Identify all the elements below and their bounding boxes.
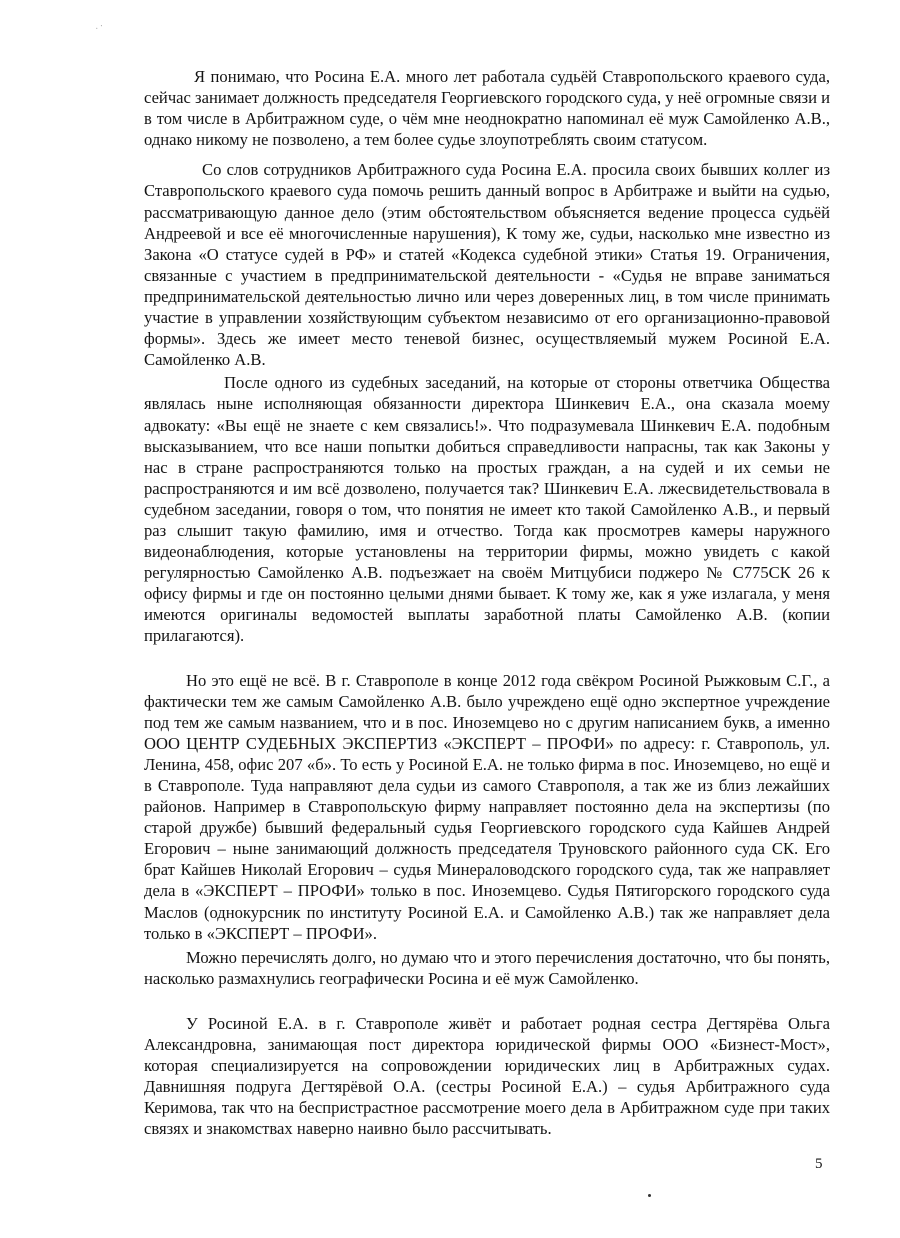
paragraph-1: Я понимаю, что Росина Е.А. много лет работала судьёй Ставропольского краевого суда, сейчас занимает должность председателя Георгиевского городского суда, у неё огромные связи и в том числе в Арбитражном суде, о чём мне неоднократно напоминал её муж Самойленко А.В., однако никому не позволено, а тем более судье злоупотреблять своим статусом. <box>144 67 830 150</box>
page-number: 5 <box>815 1156 823 1172</box>
document-body <box>144 66 830 1140</box>
scan-artifact: · · <box>93 20 106 34</box>
paragraph-5: Можно перечислять долго, но думаю что и этого перечисления достаточно, что бы понять, насколько размахнулись географически Росина и её муж Самойленко. <box>144 947 830 988</box>
paragraph-3: После одного из судебных заседаний, на которые от стороны ответчика Общества являлась ныне исполняющая обязанности директора Шинкевич Е.А., она сказала моему адвокату: «Вы ещё не знаете с кем связались!». Что подразумевала Шинкевич Е.А. подобным высказыванием, что все наши попытки добиться справедливости напрасны, так как Законы у нас в стране распространяются только на простых граждан, а на судей и их семьи не распространяются и им всё дозволено, получается так? Шинкевич Е.А. лжесвидетельствовала в судебном заседании, говоря о том, что понятия не имеет кто такой Самойленко А.В., и первый раз слышит такую фамилию, имя и отчество. Тогда как просмотрев камеры наружного видеонаблюдения, которые установлены на территории фирмы, можно увидеть с какой регулярностью Самойленко А.В. подъезжает на своём Митцубиси поджеро № С775СК 26 к офису фирмы и где он постоянно целыми днями бывает. К тому же, как я уже излагала, у меня имеются оригиналы ведомостей выплаты заработной платы Самойленко А.В. (копии прилагаются). <box>144 373 830 646</box>
paragraph-4: Но это ещё не всё. В г. Ставрополе в конце 2012 года свёкром Росиной Рыжковым С.Г., а фактически тем же самым Самойленко А.В. было учреждено ещё одно экспертное учреждение под тем же самым названием, что и в пос. Иноземцево но с другим написанием букв, а именно ООО ЦЕНТР СУДЕБНЫХ ЭКСПЕРТИЗ «ЭКСПЕРТ – ПРОФИ» по адресу: г. Ставрополь, ул. Ленина, 458, офис 207 «б». То есть у Росиной Е.А. не только фирма в пос. Иноземцево, но ещё и в Ставрополе. Туда направляют дела судьи из самого Ставрополя, а так же из близ лежайших районов. Например в Ставропольскую фирму направляет постоянно дела на экспертизы (по старой дружбе) бывший федеральный судья Георгиевского городского суда Кайшев Андрей Егорович – ныне занимающий должность председателя Труновского районного суда СК. Его брат Кайшев Николай Егорович – судья Минераловодского городского суда, так же направляет дела в «ЭКСПЕРТ – ПРОФИ» только в пос. Иноземцево. Судья Пятигорского городского суда Маслов (однокурсник по институту Росиной Е.А. и Самойленко А.В.) так же направляет дела только в «ЭКСПЕРТ – ПРОФИ». <box>144 670 830 943</box>
paragraph-2: Со слов сотрудников Арбитражного суда Росина Е.А. просила своих бывших коллег из Ставропольского краевого суда помочь решить данный вопрос в Арбитраже и выйти на судью, рассматривающую данное дело (этим обстоятельством объясняется ведение процесса судьёй Андреевой и все её многочисленные нарушения), К тому же, судьи, насколько мне известно из Закона «О статусе судей в РФ» и статей «Кодекса судебной этики» Статья 19. Ограничения, связанные с участием в предпринимательской деятельности - «Судья не вправе заниматься предпринимательской деятельностью лично или через доверенных лиц, в том числе принимать участие в управлении хозяйствующим субъектом независимо от его организационно-правовой формы». Здесь же имеет место теневой бизнес, осуществляемый мужем Росиной Е.А. Самойленко А.В. <box>144 160 830 370</box>
paragraph-6: У Росиной Е.А. в г. Ставрополе живёт и работает родная сестра Дегтярёва Ольга Александровна, занимающая пост директора юридической фирмы ООО «Бизнест-Мост», которая специализируется на сопровождении юридических лиц в Арбитражных судах. Давнишняя подруга Дегтярёвой О.А. (сестры Росиной Е.А.) – судья Арбитражного суда Керимова, так что на беспристрастное рассмотрение моего дела в Арбитражном суде при таких связях и знакомствах наверно наивно было рассчитывать. <box>144 1013 830 1139</box>
scan-speck <box>648 1194 651 1197</box>
